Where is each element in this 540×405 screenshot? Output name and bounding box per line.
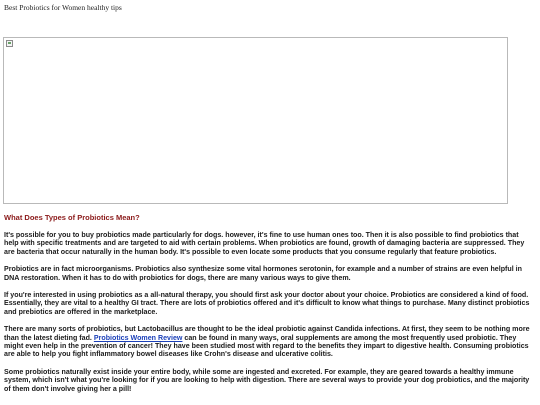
broken-image-icon <box>6 40 13 47</box>
article-paragraph-1: It's possible for you to buy probiotics made particularly for dogs. however, it's fine to use human ones too. Then it is also possible to find probiotics that help with specific treatments and are targeted to aid with certain problems. When probiotics are found, growth of damaging bacteria are suppressed. They are bacteria that occur naturally in the human body. It's possible to even locate some products that you consume regularly that feature probiotics. <box>4 231 525 256</box>
article-paragraph-5: Some probiotics naturally exist inside your entire body, while some are ingested and excreted. For example, they are geared towards a healthy immune system, which isn't what you're looking for if you are looking to help with digestion. There are several ways to provide your dog probiotics, and the majority of them don't involve giving her a pill! <box>4 367 530 393</box>
paragraph-4-text-before-link: There are many sorts of probiotics, but Lactobacillus are thought to be the ideal probiotic against Candida infections. At first, they seem to be nothing more than the latest dieting fad. <box>4 325 530 342</box>
article-paragraph-2: Probiotics are in fact microorganisms. Probiotics also synthesize some vital hormones serotonin, for example and a number of strains are even helpful in DNA restoration. When it has to do with probiotics for dogs, there are many various ways to give them. <box>4 265 522 282</box>
article-paragraph-4 <box>4 325 534 359</box>
probiotics-women-review-link[interactable]: Probiotics Women Review <box>93 333 183 342</box>
broken-hero-image <box>3 37 508 204</box>
article-heading: What Does Types of Probiotics Mean? <box>4 213 140 222</box>
site-title: Best Probiotics for Women healthy tips <box>4 3 122 12</box>
article-content <box>4 213 534 402</box>
article-paragraph-3: If you're interested in using probiotics as a all-natural therapy, you should first ask your doctor about your choice. Probiotics are considered a kind of food. Essentially, they are vital to a healthy GI tract. There are lots of probiotics offered and it's difficult to know what things to purchase. Many distinct probiotics and prebiotics are offered in the marketplace. <box>4 291 530 316</box>
paragraph-4-text-after-link: can be found in many ways, oral supplements are among the most frequently used probiotic. They might even help in the prevention of cancer! They have been studied most with regard to the benefits they impart to digestive health. Consuming probiotics are able to help you fight inflammatory bowel diseases like Crohn's disease and ulcerative colitis. <box>4 333 529 359</box>
